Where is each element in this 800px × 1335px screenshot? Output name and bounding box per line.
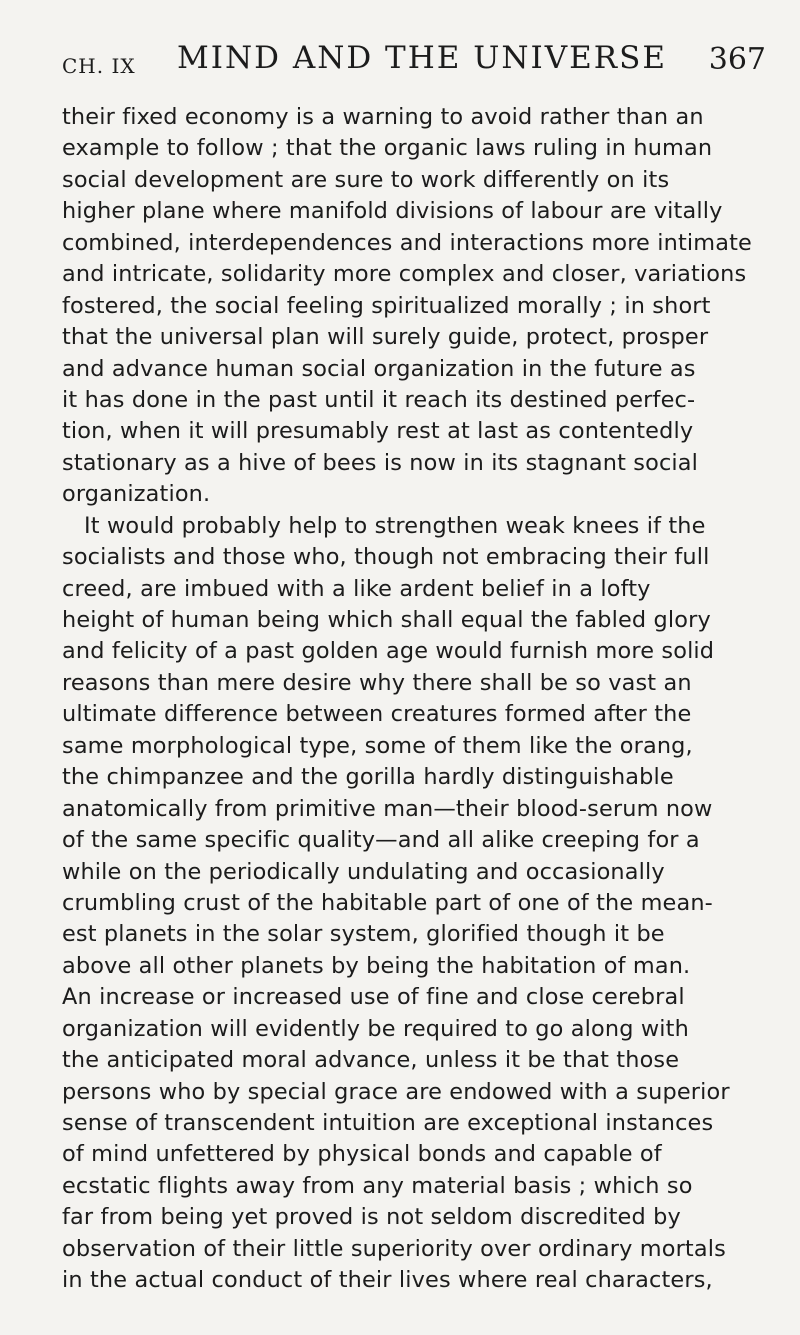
text-line: socialists and those who, though not embracing their full — [62, 544, 710, 571]
text-line: it has done in the past until it reach its destined perfec- — [62, 386, 696, 413]
text-line: of mind unfettered by physical bonds and capable of — [62, 1141, 662, 1168]
text-line: of the same specific quality—and all alike creeping for a — [62, 827, 700, 854]
text-line: social development are sure to work differently on its — [62, 166, 670, 193]
text-line: combined, interdependences and interactions more intimate — [62, 229, 752, 256]
text-line: while on the periodically undulating and occasionally — [62, 858, 665, 885]
text-line: above all other planets by being the habitation of man. — [62, 952, 691, 979]
running-head — [62, 40, 770, 80]
text-line: and felicity of a past golden age would furnish more solid — [62, 638, 715, 665]
text-line: sense of transcendent intuition are exceptional instances — [62, 1110, 714, 1136]
body-text — [62, 102, 782, 1297]
text-line: ultimate difference between creatures formed after the — [62, 701, 692, 728]
text-line: crumbling crust of the habitable part of one of the mean- — [62, 889, 713, 916]
text-line: creed, are imbued with a like ardent belief in a lofty — [62, 575, 651, 602]
page-number: 367 — [708, 42, 766, 77]
text-line: the anticipated moral advance, unless it be that those — [62, 1047, 680, 1074]
text-line: that the universal plan will surely guide, protect, prosper — [62, 324, 709, 351]
text-line: higher plane where manifold divisions of labour are vitally — [62, 198, 723, 225]
text-line: fostered, the social feeling spiritualized morally ; in short — [62, 292, 711, 319]
chapter-label: CH. IX — [62, 54, 136, 78]
text-line: ecstatic flights away from any material basis ; which so — [62, 1172, 693, 1199]
text-line: observation of their little superiority over ordinary mortals — [62, 1235, 726, 1262]
text-line: persons who by special grace are endowed with a superior — [62, 1078, 730, 1105]
text-line: organization will evidently be required to go along with — [62, 1015, 689, 1042]
text-line: anatomically from primitive man—their blood-serum now — [62, 795, 713, 822]
text-line: An increase or increased use of fine and close cerebral — [62, 984, 685, 1011]
text-line: reasons than mere desire why there shall be so vast an — [62, 669, 692, 696]
text-line: height of human being which shall equal the fabled glory — [62, 607, 711, 633]
text-line: example to follow ; that the organic laws ruling in human — [62, 135, 713, 162]
text-line: tion, when it will presumably rest at last as contentedly — [62, 418, 694, 445]
text-line: their fixed economy is a warning to avoid rather than an — [62, 104, 704, 130]
paragraph-first-line: It would probably help to strengthen weak knees if the — [84, 512, 706, 539]
text-line: organization. — [62, 481, 211, 508]
text-line: and advance human social organization in the future as — [62, 355, 696, 382]
book-title: MIND AND THE UNIVERSE — [177, 40, 667, 76]
text-line: the chimpanzee and the gorilla hardly distinguishable — [62, 764, 674, 791]
text-line: in the actual conduct of their lives where real characters, — [62, 1267, 713, 1294]
text-line: far from being yet proved is not seldom discredited by — [62, 1204, 681, 1231]
text-line: stationary as a hive of bees is now in its stagnant social — [62, 449, 699, 476]
text-line: est planets in the solar system, glorified though it be — [62, 921, 665, 948]
text-line: and intricate, solidarity more complex and closer, variations — [62, 261, 747, 288]
text-line: same morphological type, some of them like the orang, — [62, 732, 693, 759]
